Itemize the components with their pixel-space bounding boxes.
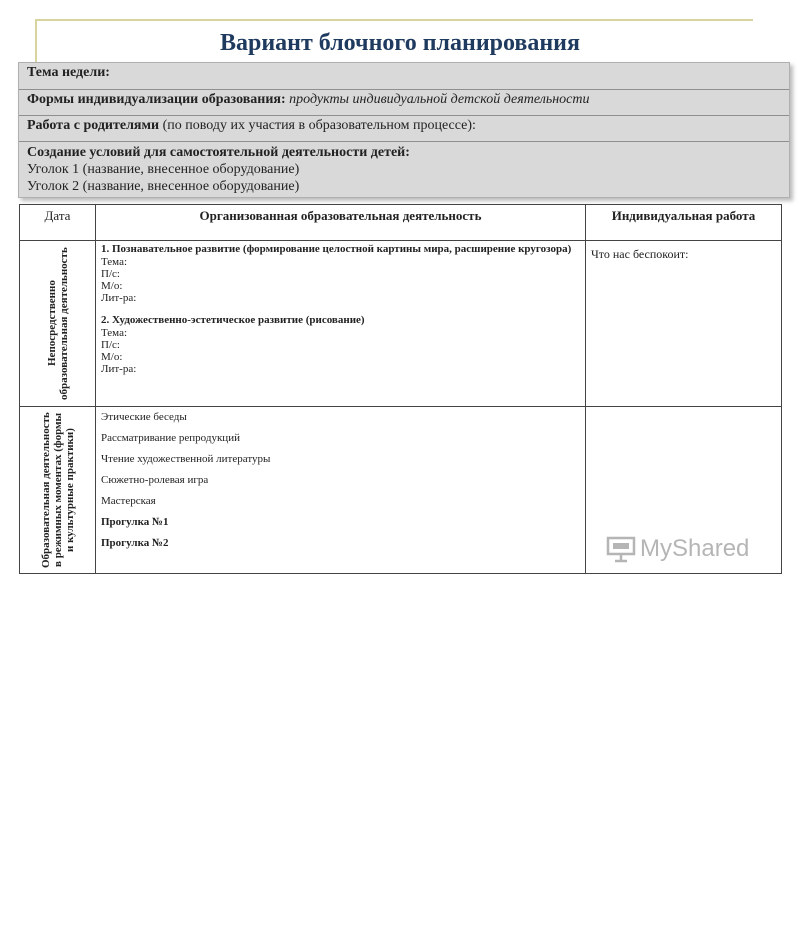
planning-table: [19, 204, 782, 574]
activity-cell: [96, 241, 586, 407]
parents-value: (по поводу их участия в образовательном процессе):: [162, 118, 476, 133]
header-activity: Организованная образовательная деятельность: [96, 205, 586, 241]
table-row: [20, 241, 782, 407]
info-conditions-row: [19, 141, 789, 197]
practice-item: Этические беседы: [101, 411, 187, 423]
activity-1-line: Лит-ра:: [101, 292, 137, 304]
presentation-board-icon: [606, 535, 636, 563]
activity-2-line: М/о:: [101, 351, 123, 363]
corner-2: Уголок 2 (название, внесенное оборудование): [27, 179, 300, 194]
parents-label: Работа с родителями: [27, 118, 160, 133]
theme-label: Тема недели:: [27, 65, 110, 80]
activity-2-line: П/с:: [101, 339, 120, 351]
activity-2-title: 2. Художественно-эстетическое развитие (рисование): [101, 314, 365, 326]
watermark-text: MyShared: [640, 535, 750, 562]
header-individual: Индивидуальная работа: [586, 205, 782, 241]
practice-item: Чтение художественной литературы: [101, 453, 271, 465]
practices-cell: [96, 407, 586, 574]
info-forms-row: [19, 89, 789, 115]
activity-2-line: Тема:: [101, 327, 128, 339]
forms-label: Формы индивидуализации образования:: [27, 92, 286, 107]
practice-item: Сюжетно-ролевая игра: [101, 474, 209, 486]
activity-1-line: М/о:: [101, 280, 123, 292]
practice-item: Рассматривание репродукций: [101, 432, 240, 444]
info-theme-row: [19, 63, 789, 89]
activity-1-title: 1. Познавательное развитие (формирование целостной картины мира, расширение кругозора): [101, 243, 572, 255]
corner-1: Уголок 1 (название, внесенное оборудование): [27, 162, 300, 177]
side-label-direct: Непосредственно образовательная деятельность: [45, 247, 70, 400]
page-title: Вариант блочного планирования: [219, 30, 580, 56]
side-label-cell: [20, 407, 96, 574]
info-parents-row: [19, 115, 789, 141]
activity-2-line: Лит-ра:: [101, 363, 137, 375]
walk-item: Прогулка №2: [101, 537, 169, 549]
watermark: [606, 535, 749, 563]
individual-cell: [586, 241, 782, 407]
decor-frame-top: [35, 19, 753, 21]
conditions-label: Создание условий для самостоятельной деятельности детей:: [27, 145, 410, 160]
forms-value: продукты индивидуальной детской деятельности: [289, 92, 590, 107]
activity-1-line: П/с:: [101, 268, 120, 280]
table-header-row: [20, 205, 782, 241]
practice-item: Мастерская: [101, 495, 156, 507]
header-date: Дата: [20, 205, 96, 241]
walk-item: Прогулка №1: [101, 516, 169, 528]
info-box: [18, 62, 790, 198]
activity-1-line: Тема:: [101, 256, 128, 268]
individual-concern: Что нас беспокоит:: [591, 247, 689, 261]
side-label-cell: [20, 241, 96, 407]
side-label-routine: Образовательная деятельность в режимных моментах (формы и культурные практики): [39, 412, 76, 568]
